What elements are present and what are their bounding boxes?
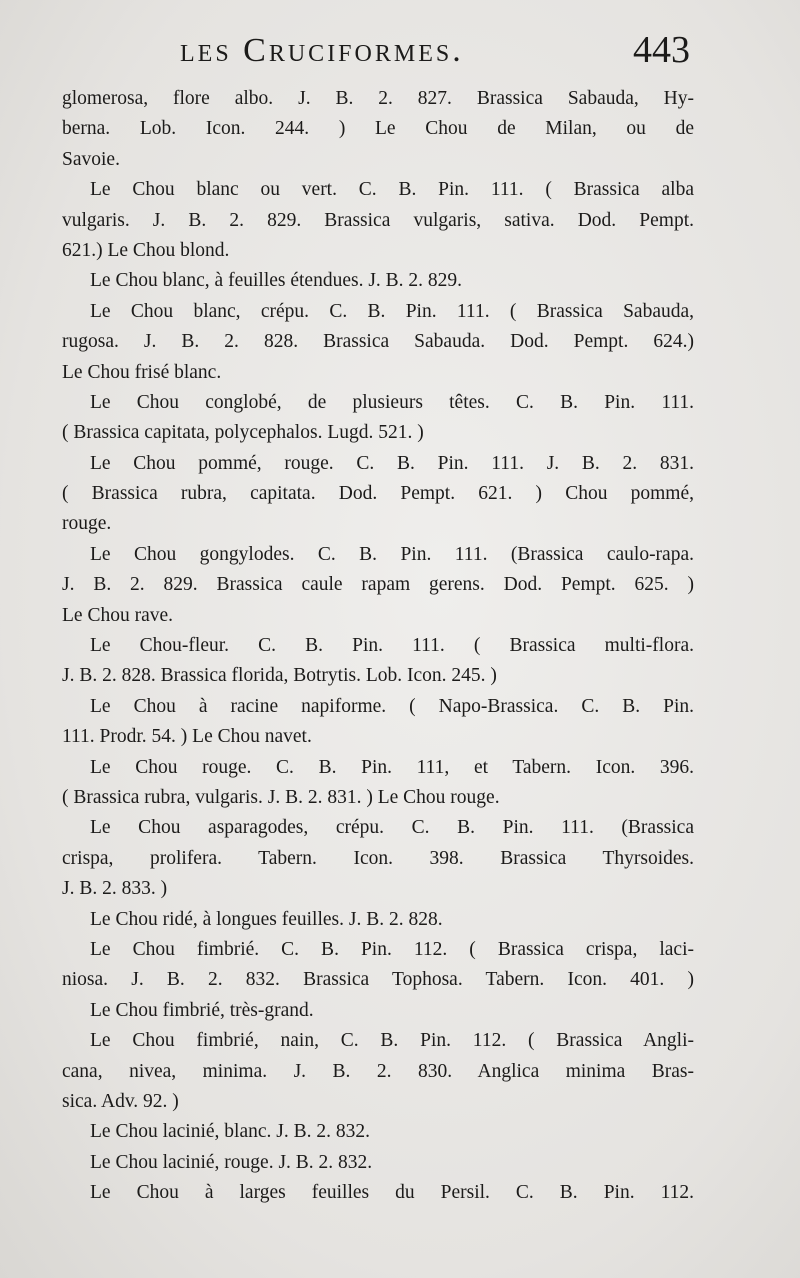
text-line: J. B. 2. 828. Brassica florida, Botrytis. Lob. Icon. 245. ) [62,665,497,687]
text-line: Le Chou rave. [62,604,174,626]
text-line: sica. Adv. 92. ) [62,1090,179,1112]
text-line: Le Chou ridé, à longues feuilles. J. B. 2. 828. [90,908,443,930]
text-line: ( Brassica rubra, capitata. Dod. Pempt. 621. ) Chou pommé, [62,483,694,505]
text-line: Le Chou blanc, à feuilles étendues. J. B. 2. 829. [90,270,463,292]
text-line: ( Brassica rubra, vulgaris. J. B. 2. 831. ) Le Chou rouge. [62,786,500,808]
text-line: Le Chou blanc, crépu. C. B. Pin. 111. ( Brassica Sabauda, [90,300,694,322]
text-line: Le Chou fimbrié, nain, C. B. Pin. 112. ( Brassica Angli- [90,1030,694,1052]
text-line: glomerosa, flore albo. J. B. 2. 827. Brassica Sabauda, Hy- [62,88,694,109]
text-line: Le Chou rouge. C. B. Pin. 111, et Tabern. Icon. 396. [90,756,694,778]
page-header [180,28,690,84]
text-line: J. B. 2. 829. Brassica caule rapam gerens. Dod. Pempt. 625. ) [62,574,694,596]
text-line: 621.) Le Chou blond. [62,239,230,261]
text-line: Le Chou fimbrié, très-grand. [90,999,314,1021]
text-line: Le Chou blanc ou vert. C. B. Pin. 111. ( Brassica alba [90,179,694,201]
body-text [62,84,694,1208]
text-line: Le Chou asparagodes, crépu. C. B. Pin. 111. (Brassica [90,817,694,839]
page-number: 443 [633,29,690,71]
text-line: Savoie. [62,148,120,170]
text-line: Le Chou frisé blanc. [62,361,222,383]
text-line: Le Chou gongylodes. C. B. Pin. 111. (Brassica caulo-rapa. [90,543,694,565]
text-line: ( Brassica capitata, polycephalos. Lugd. 521. ) [62,422,424,444]
text-line: Le Chou pommé, rouge. C. B. Pin. 111. J. B. 2. 831. [90,452,694,474]
text-line: cana, nivea, minima. J. B. 2. 830. Anglica minima Bras- [62,1060,694,1082]
text-line: crispa, prolifera. Tabern. Icon. 398. Brassica Thyrsoides. [62,847,694,869]
text-line: Le Chou conglobé, de plusieurs têtes. C. B. Pin. 111. [90,391,694,413]
text-line: Le Chou lacinié, blanc. J. B. 2. 832. [90,1121,370,1143]
text-line: Le Chou à larges feuilles du Persil. C. B. Pin. 112. [90,1182,694,1204]
running-title: les Cruciformes. [180,32,464,69]
text-line: 111. Prodr. 54. ) Le Chou navet. [62,726,312,748]
text-line: rugosa. J. B. 2. 828. Brassica Sabauda. Dod. Pempt. 624.) [62,331,694,353]
text-line: Le Chou lacinié, rouge. J. B. 2. 832. [90,1151,373,1173]
text-line: Le Chou à racine napiforme. ( Napo-Brassica. C. B. Pin. [90,695,694,717]
text-line: Le Chou fimbrié. C. B. Pin. 112. ( Brassica crispa, laci- [90,938,694,960]
text-line: Le Chou-fleur. C. B. Pin. 111. ( Brassica multi-flora. [90,635,694,657]
text-line: J. B. 2. 833. ) [62,878,168,900]
text-line: vulgaris. J. B. 2. 829. Brassica vulgaris, sativa. Dod. Pempt. [62,209,694,231]
text-line: berna. Lob. Icon. 244. ) Le Chou de Milan, ou de [62,118,694,140]
text-line: niosa. J. B. 2. 832. Brassica Tophosa. Tabern. Icon. 401. ) [62,969,694,991]
text-line: rouge. [62,513,112,535]
